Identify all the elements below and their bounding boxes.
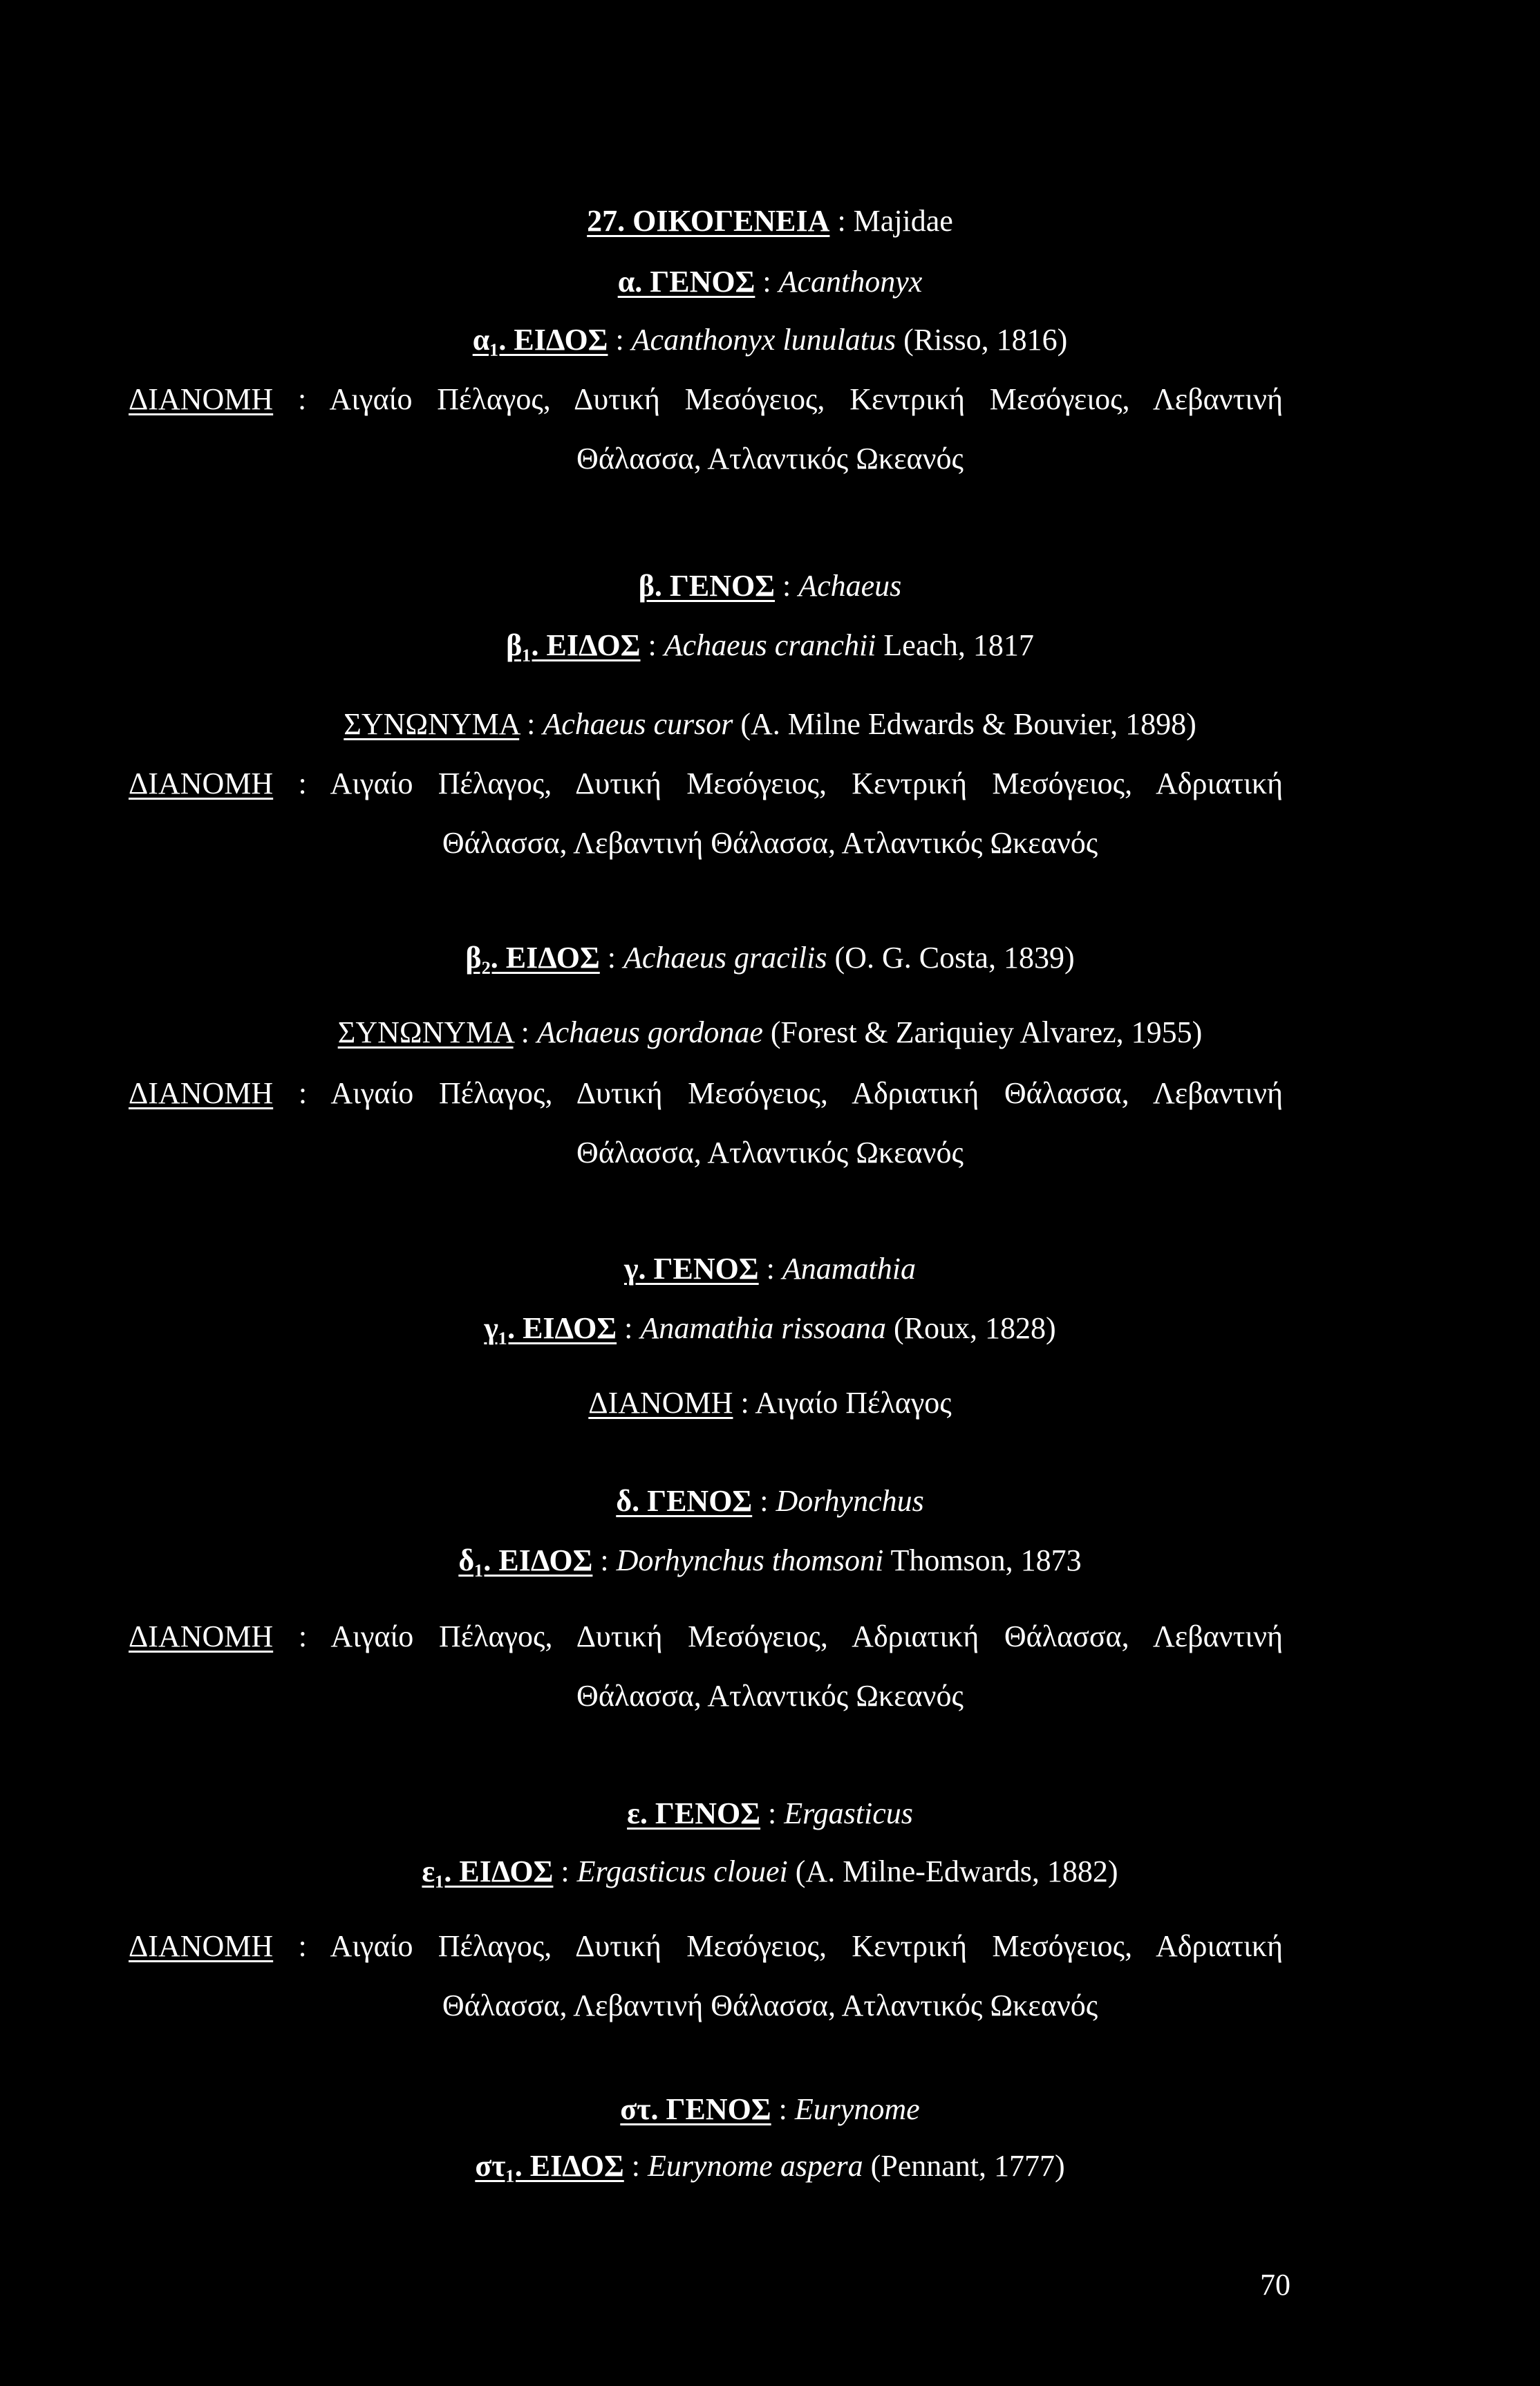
- distribution-line: ΔΙΑΝΟΜΗ : Αιγαίο Πέλαγος, Δυτική Μεσόγειος, Κεντρική Μεσόγειος, Λεβαντινή: [129, 382, 1284, 416]
- distribution-line: ΔΙΑΝΟΜΗ : Αιγαίο Πέλαγος, Δυτική Μεσόγειος, Κεντρική Μεσόγειος, Αδριατική: [129, 767, 1283, 800]
- species-heading: γ₁. ΕΙΔΟΣ : Anamathia rissoana (Roux, 1828): [484, 1311, 1056, 1345]
- distribution-continuation: Θάλασσα, Ατλαντικός Ωκεανός: [576, 1136, 964, 1169]
- genus-label: γ. ΓΕΝΟΣ: [623, 1252, 759, 1286]
- species-author: (Risso, 1816): [896, 323, 1068, 357]
- species-name: Ergasticus clouei: [576, 1854, 788, 1888]
- species-heading: β₁. ΕΙΔΟΣ : Achaeus cranchii Leach, 1817: [506, 628, 1034, 662]
- distribution-label: ΔΙΑΝΟΜΗ: [129, 1076, 274, 1110]
- species-label: β₂. ΕΙΔΟΣ: [465, 941, 600, 975]
- distribution-text: Αιγαίο Πέλαγος, Δυτική Μεσόγειος, Κεντρική Μεσόγειος, Λεβαντινή: [329, 382, 1284, 416]
- family-label: 27. ΟΙΚΟΓΕΝΕΙΑ: [587, 204, 830, 238]
- genus-label: β. ΓΕΝΟΣ: [638, 569, 775, 603]
- species-name: Acanthonyx lunulatus: [631, 323, 896, 357]
- species-heading: β₂. ΕΙΔΟΣ : Achaeus gracilis (O. G. Costa, 1839): [465, 941, 1075, 975]
- family-heading: 27. ΟΙΚΟΓΕΝΕΙΑ : Majidae: [587, 204, 953, 238]
- distribution-continuation: Θάλασσα, Λεβαντινή Θάλασσα, Ατλαντικός Ωκεανός: [442, 1989, 1098, 2022]
- distribution-continuation: Θάλασσα, Λεβαντινή Θάλασσα, Ατλαντικός Ωκεανός: [442, 826, 1098, 860]
- genus-heading: β. ΓΕΝΟΣ : Achaeus: [638, 569, 902, 603]
- genus-name: Eurynome: [794, 2092, 920, 2126]
- species-name: Achaeus gracilis: [623, 941, 827, 975]
- distribution-continuation: Θάλασσα, Ατλαντικός Ωκεανός: [576, 442, 964, 476]
- distribution-text: Αιγαίο Πέλαγος, Δυτική Μεσόγειος, Κεντρική Μεσόγειος, Αδριατική: [330, 1929, 1283, 1963]
- synonym-line: ΣΥΝΩΝΥΜΑ : Achaeus gordonae (Forest & Zariquiey Alvarez, 1955): [337, 1015, 1203, 1049]
- distribution-label: ΔΙΑΝΟΜΗ: [129, 1619, 274, 1653]
- genus-heading: ε. ΓΕΝΟΣ : Ergasticus: [627, 1796, 913, 1830]
- species-heading: στ₁. ΕΙΔΟΣ : Eurynome aspera (Pennant, 1777): [475, 2149, 1065, 2183]
- genus-label: α. ΓΕΝΟΣ: [617, 265, 755, 299]
- species-label: γ₁. ΕΙΔΟΣ: [484, 1311, 617, 1345]
- species-author: (Pennant, 1777): [863, 2149, 1065, 2183]
- species-author: (Roux, 1828): [886, 1311, 1056, 1345]
- species-author: (A. Milne-Edwards, 1882): [787, 1854, 1118, 1888]
- distribution-continuation: Θάλασσα, Ατλαντικός Ωκεανός: [576, 1679, 964, 1713]
- species-label: β₁. ΕΙΔΟΣ: [506, 628, 641, 662]
- synonym-line: ΣΥΝΩΝΥΜΑ : Achaeus cursor (A. Milne Edwards & Bouvier, 1898): [344, 707, 1196, 741]
- distribution-label: ΔΙΑΝΟΜΗ: [129, 767, 274, 800]
- distribution-text: Αιγαίο Πέλαγος, Δυτική Μεσόγειος, Αδριατική Θάλασσα, Λεβαντινή: [330, 1076, 1283, 1110]
- species-author: (O. G. Costa, 1839): [827, 941, 1075, 975]
- distribution-line: ΔΙΑΝΟΜΗ : Αιγαίο Πέλαγος, Δυτική Μεσόγειος, Αδριατική Θάλασσα, Λεβαντινή: [129, 1619, 1283, 1653]
- distribution-label: ΔΙΑΝΟΜΗ: [129, 1929, 274, 1963]
- species-name: Achaeus cranchii: [664, 628, 876, 662]
- synonym-author: (A. Milne Edwards & Bouvier, 1898): [733, 707, 1196, 741]
- species-name: Dorhynchus thomsoni: [616, 1543, 884, 1577]
- genus-name: Acanthonyx: [778, 265, 923, 299]
- distribution-label: ΔΙΑΝΟΜΗ: [129, 382, 274, 416]
- genus-heading: α. ΓΕΝΟΣ : Acanthonyx: [617, 265, 923, 299]
- synonym-name: Achaeus gordonae: [536, 1015, 763, 1049]
- species-label: α₁. ΕΙΔΟΣ: [472, 323, 608, 357]
- species-heading: α₁. ΕΙΔΟΣ : Acanthonyx lunulatus (Risso, 1816): [472, 323, 1068, 357]
- genus-label: δ. ΓΕΝΟΣ: [616, 1484, 753, 1518]
- distribution-line: ΔΙΑΝΟΜΗ : Αιγαίο Πέλαγος, Δυτική Μεσόγειος, Κεντρική Μεσόγειος, Αδριατική: [129, 1929, 1283, 1963]
- distribution-label: ΔΙΑΝΟΜΗ: [588, 1386, 733, 1420]
- synonym-name: Achaeus cursor: [543, 707, 733, 741]
- species-label: ε₁. ΕΙΔΟΣ: [422, 1854, 554, 1888]
- species-label: στ₁. ΕΙΔΟΣ: [475, 2149, 624, 2183]
- species-name: Anamathia rissoana: [640, 1311, 887, 1345]
- species-heading: δ₁. ΕΙΔΟΣ : Dorhynchus thomsoni Thomson, 1873: [458, 1543, 1082, 1577]
- genus-name: Anamathia: [782, 1252, 917, 1286]
- genus-name: Dorhynchus: [776, 1484, 924, 1518]
- synonym-label: ΣΥΝΩΝΥΜΑ: [337, 1015, 514, 1049]
- genus-label: στ. ΓΕΝΟΣ: [620, 2092, 771, 2126]
- family-name: Majidae: [853, 204, 953, 238]
- distribution-text: Αιγαίο Πέλαγος, Δυτική Μεσόγειος, Κεντρική Μεσόγειος, Αδριατική: [330, 767, 1283, 800]
- species-author: Thomson, 1873: [883, 1543, 1082, 1577]
- distribution-text: Αιγαίο Πέλαγος, Δυτική Μεσόγειος, Αδριατική Θάλασσα, Λεβαντινή: [330, 1619, 1283, 1653]
- genus-name: Achaeus: [798, 569, 902, 603]
- distribution-text: Αιγαίο Πέλαγος: [755, 1386, 952, 1420]
- genus-heading: δ. ΓΕΝΟΣ : Dorhynchus: [616, 1484, 924, 1518]
- genus-heading: γ. ΓΕΝΟΣ : Anamathia: [623, 1252, 917, 1286]
- species-author: Leach, 1817: [876, 628, 1034, 662]
- page-number: 70: [1260, 2268, 1290, 2302]
- distribution-line: ΔΙΑΝΟΜΗ : Αιγαίο Πέλαγος: [588, 1386, 952, 1420]
- species-label: δ₁. ΕΙΔΟΣ: [458, 1543, 593, 1577]
- species-heading: ε₁. ΕΙΔΟΣ : Ergasticus clouei (A. Milne-Edwards, 1882): [422, 1854, 1118, 1888]
- genus-heading: στ. ΓΕΝΟΣ : Eurynome: [620, 2092, 920, 2126]
- distribution-line: ΔΙΑΝΟΜΗ : Αιγαίο Πέλαγος, Δυτική Μεσόγειος, Αδριατική Θάλασσα, Λεβαντινή: [129, 1076, 1283, 1110]
- synonym-label: ΣΥΝΩΝΥΜΑ: [344, 707, 520, 741]
- species-name: Eurynome aspera: [647, 2149, 863, 2183]
- genus-name: Ergasticus: [784, 1796, 913, 1830]
- synonym-author: (Forest & Zariquiey Alvarez, 1955): [762, 1015, 1203, 1049]
- genus-label: ε. ΓΕΝΟΣ: [627, 1796, 761, 1830]
